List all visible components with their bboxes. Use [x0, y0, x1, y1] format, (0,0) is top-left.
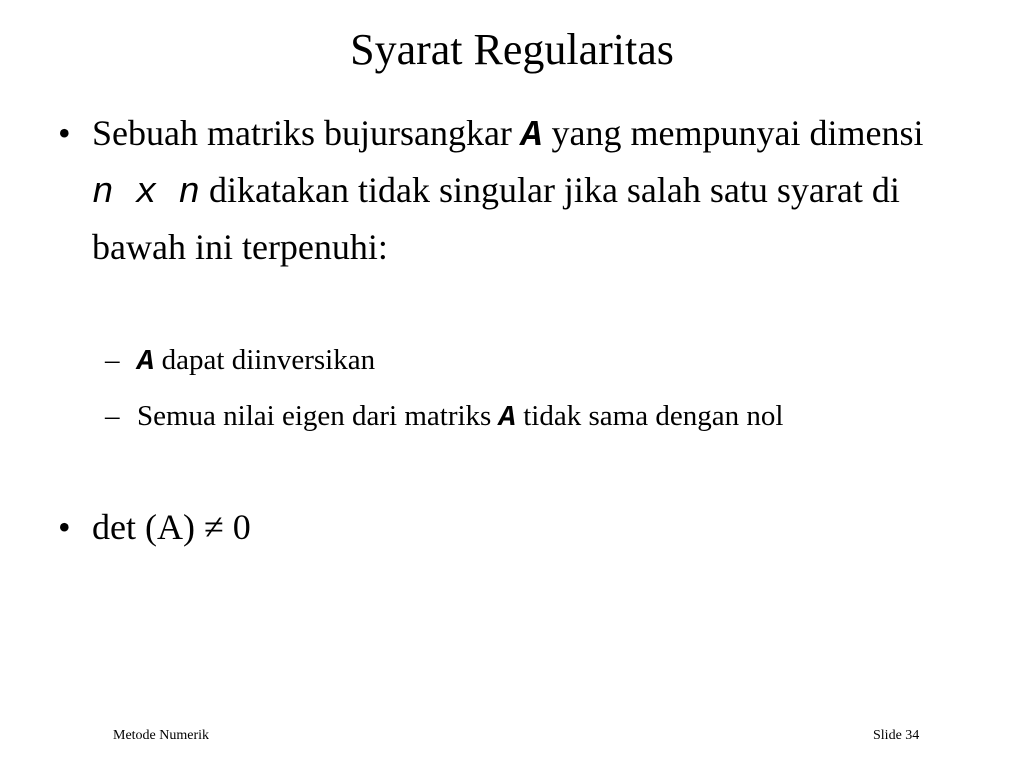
- bullet-text: [92, 500, 938, 555]
- footer-slide-number: Slide 34: [873, 728, 920, 743]
- not-equal-symbol: ≠: [203, 507, 224, 547]
- sub-bullet-invertible: [105, 336, 975, 386]
- sub-bullet-text: [137, 336, 975, 386]
- sub-bullet-text: [137, 392, 975, 442]
- matrix-symbol-a: A: [520, 115, 543, 156]
- bullet-item-determinant: [58, 500, 938, 555]
- sub-bullet-text-part: Semua nilai eigen dari matriks: [137, 400, 499, 432]
- bullet-text-part: dikatakan tidak singular jika salah satu syarat di bawah ini terpenuhi:: [92, 170, 900, 267]
- bullet-text-part: yang mempunyai dimensi: [542, 113, 924, 153]
- bullet-marker: •: [58, 113, 71, 153]
- bullet-text-part: 0: [223, 507, 251, 547]
- bullet-item-regular-matrix: [58, 106, 938, 275]
- bullet-marker: •: [58, 507, 71, 547]
- sub-bullet-eigenvalues: [105, 392, 975, 442]
- bullet-text: [92, 106, 938, 275]
- sub-bullet-text-part: tidak sama dengan nol: [516, 400, 784, 432]
- footer-course-name: Metode Numerik: [113, 728, 210, 743]
- matrix-symbol-a: A: [498, 401, 516, 434]
- slide-title: Syarat Regularitas: [350, 25, 674, 74]
- bullet-text-part: Sebuah matriks bujursangkar: [92, 113, 521, 153]
- matrix-symbol-a: A: [137, 345, 155, 378]
- bullet-text-part: det (A): [92, 507, 204, 547]
- sub-bullet-marker: –: [105, 344, 120, 376]
- sub-bullet-text-part: dapat diinversikan: [154, 344, 376, 376]
- dimension-expression: n x n: [92, 172, 201, 213]
- sub-bullet-marker: –: [105, 400, 120, 432]
